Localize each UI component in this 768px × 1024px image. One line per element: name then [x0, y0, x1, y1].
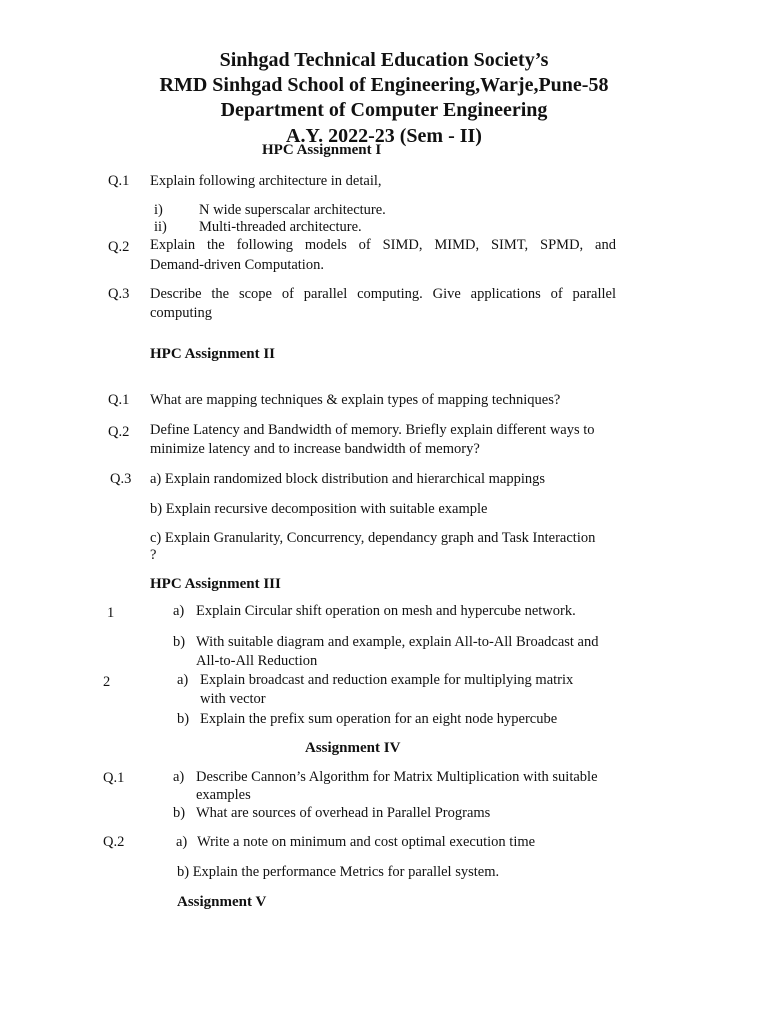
a1-q3-number: Q.3 [108, 286, 130, 302]
a1-q1-item-1-number: i) [154, 202, 163, 218]
a1-q1-text: Explain following architecture in detail, [150, 173, 382, 189]
a4-q2-part-a-number: a) [176, 834, 188, 850]
college-name: RMD Sinhgad School of Engineering,Warje,Pune-58 [159, 74, 609, 96]
a1-q2-number: Q.2 [108, 239, 130, 255]
a3-q2-part-b-number: b) [177, 711, 190, 727]
society-name: Sinhgad Technical Education Society’s [219, 49, 549, 71]
academic-year: A.Y. 2022-23 (Sem - II) [286, 125, 482, 147]
a2-q2-number: Q.2 [108, 424, 130, 440]
a4-q1-part-a-line-2: examples [196, 787, 251, 803]
a2-q3-part-b: b) Explain recursive decomposition with suitable example [150, 501, 488, 517]
a1-q2-line-2: Demand-driven Computation. [150, 257, 324, 273]
assignment-2-title: HPC Assignment II [150, 346, 276, 362]
assignment-3-title: HPC Assignment III [150, 576, 281, 592]
a3-q1-part-b-line-2: All-to-All Reduction [196, 653, 318, 669]
assignment-5-title: Assignment V [177, 894, 267, 910]
a3-q1-part-b-number: b) [173, 634, 186, 650]
a1-q3-line-1: Describe the scope of parallel computing. Give applications of parallel [150, 286, 616, 302]
a2-q3-part-c-line-2: ? [150, 547, 157, 563]
a2-q2-line-1: Define Latency and Bandwidth of memory. Briefly explain different ways to [150, 422, 595, 438]
a4-q1-part-b-number: b) [173, 805, 186, 821]
a4-q2-part-a-text: Write a note on minimum and cost optimal execution time [197, 834, 536, 850]
a3-q1-number: 1 [107, 605, 115, 621]
a2-q2-line-2: minimize latency and to increase bandwidth of memory? [150, 441, 480, 457]
a3-q2-part-b-text: Explain the prefix sum operation for an eight node hypercube [200, 711, 558, 727]
a1-q1-item-2-number: ii) [154, 219, 167, 235]
a1-q3-line-2: computing [150, 305, 213, 321]
a1-q2-line-1: Explain the following models of SIMD, MIMD, SIMT, SPMD, and [150, 237, 616, 253]
a2-q1-number: Q.1 [108, 392, 130, 408]
a4-q1-part-a-number: a) [173, 769, 185, 785]
a3-q2-part-a-number: a) [177, 672, 189, 688]
a3-q1-part-a-number: a) [173, 603, 185, 619]
a1-q1-item-1-text: N wide superscalar architecture. [199, 202, 386, 218]
a3-q2-part-a-line-2: with vector [200, 691, 266, 707]
a3-q2-number: 2 [103, 674, 111, 690]
a4-q1-part-b-text: What are sources of overhead in Parallel Programs [196, 805, 491, 821]
a2-q3-number: Q.3 [110, 471, 132, 487]
department-name: Department of Computer Engineering [220, 99, 548, 121]
a4-q2-number: Q.2 [103, 834, 125, 850]
a3-q2-part-a-line-1: Explain broadcast and reduction example for multiplying matrix [200, 672, 574, 688]
a2-q1-text: What are mapping techniques & explain types of mapping techniques? [150, 392, 561, 408]
a3-q1-part-b-line-1: With suitable diagram and example, explain All-to-All Broadcast and [196, 634, 599, 650]
assignment-1-title: HPC Assignment I [262, 142, 382, 158]
a3-q1-part-a-text: Explain Circular shift operation on mesh and hypercube network. [196, 603, 576, 619]
a1-q1-item-2-text: Multi-threaded architecture. [199, 219, 362, 235]
a4-q1-number: Q.1 [103, 770, 125, 786]
a2-q3-part-a: a) Explain randomized block distribution and hierarchical mappings [150, 471, 546, 487]
a4-q2-part-b: b) Explain the performance Metrics for parallel system. [177, 864, 500, 880]
a4-q1-part-a-line-1: Describe Cannon’s Algorithm for Matrix Multiplication with suitable [196, 769, 598, 785]
a1-q1-number: Q.1 [108, 173, 130, 189]
a2-q3-part-c-line-1: c) Explain Granularity, Concurrency, dependancy graph and Task Interaction [150, 530, 596, 546]
assignment-4-title: Assignment IV [305, 740, 401, 756]
